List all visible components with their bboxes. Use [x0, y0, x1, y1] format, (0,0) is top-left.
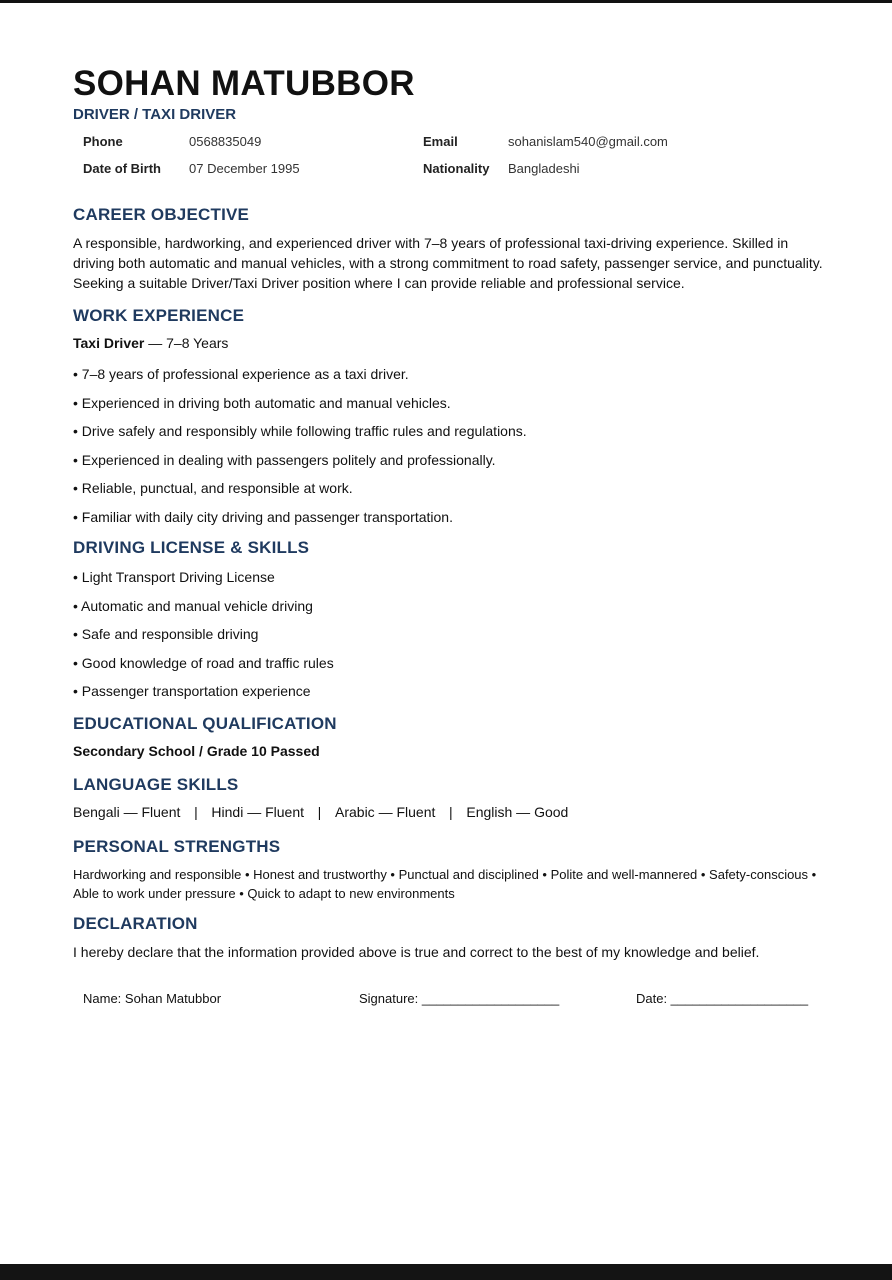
license-skills-heading: DRIVING LICENSE & SKILLS — [73, 538, 310, 557]
date-line: Date: ___________________ — [636, 991, 809, 1006]
contact-info — [83, 134, 823, 188]
email-value: sohanislam540@gmail.com — [508, 134, 668, 149]
contact-row — [83, 134, 823, 161]
declaration-heading: DECLARATION — [73, 914, 198, 933]
list-item: • Familiar with daily city driving and passenger transportation. — [73, 508, 453, 525]
language-separator: | — [194, 804, 198, 820]
list-item: • Good knowledge of road and traffic rules — [73, 654, 334, 671]
list-item: • Automatic and manual vehicle driving — [73, 597, 313, 614]
list-item: • 7–8 years of professional experience as a taxi driver. — [73, 366, 409, 382]
phone-value: 0568835049 — [189, 134, 262, 149]
language-item: Arabic — Fluent — [335, 804, 436, 820]
nationality-value: Bangladeshi — [508, 161, 580, 176]
language-item: English — Good — [466, 804, 569, 820]
language-item: Hindi — Fluent — [211, 804, 304, 820]
job-line — [73, 335, 228, 351]
list-item: • Reliable, punctual, and responsible at work. — [73, 480, 353, 497]
contact-row — [83, 161, 823, 188]
license-skills-list — [73, 567, 334, 710]
language-separator: | — [317, 804, 322, 820]
education-text: Secondary School / Grade 10 Passed — [73, 743, 320, 759]
candidate-name: SOHAN MATUBBOR — [73, 64, 415, 103]
list-item: • Drive safely and responsibly while following traffic rules and regulations. — [73, 423, 527, 440]
signature-line: Signature: ___________________ — [359, 991, 560, 1006]
personal-strengths-heading: PERSONAL STRENGTHS — [73, 837, 281, 856]
work-experience-list — [73, 364, 527, 536]
dob-value: 07 December 1995 — [189, 161, 300, 176]
candidate-role: DRIVER / TAXI DRIVER — [73, 106, 237, 123]
list-item: • Light Transport Driving License — [73, 569, 275, 585]
nationality-label: Nationality — [423, 161, 490, 176]
email-label: Email — [423, 134, 458, 149]
job-duration: — 7–8 Years — [144, 335, 229, 351]
declaration-text: I hereby declare that the information provided above is true and correct to the best of my knowledge and belief. — [73, 944, 760, 960]
career-objective-text: A responsible, hardworking, and experienced driver with 7–8 years of professional taxi-driving experience. Skilled in driving both automatic and manual vehicles, with a strong commitment to road safety, passenger service, and punctuality. Seeking a suitable Driver/Taxi Driver position where I can provide reliable and professional service. — [73, 235, 823, 291]
education-heading: EDUCATIONAL QUALIFICATION — [73, 714, 337, 733]
top-edge-bar — [0, 0, 892, 3]
list-item: • Experienced in driving both automatic and manual vehicles. — [73, 394, 451, 411]
career-objective-heading: CAREER OBJECTIVE — [73, 205, 250, 224]
list-item: • Safe and responsible driving — [73, 626, 259, 643]
language-skills-heading: LANGUAGE SKILLS — [73, 775, 239, 794]
phone-label: Phone — [83, 134, 123, 149]
language-item: Bengali — Fluent — [73, 804, 181, 820]
list-item: • Passenger transportation experience — [73, 683, 311, 700]
language-list — [73, 804, 568, 820]
language-separator: | — [449, 804, 453, 820]
job-title: Taxi Driver — [73, 335, 145, 351]
personal-strengths-text: Hardworking and responsible • Honest and trustworthy • Punctual and disciplined • Polite and well-mannered • Safety-conscious • Able to work under pressure • Quick to adapt to new environments — [73, 867, 817, 901]
list-item: • Experienced in dealing with passengers politely and professionally. — [73, 451, 496, 468]
bottom-edge-bar — [0, 1264, 892, 1280]
work-experience-heading: WORK EXPERIENCE — [73, 306, 245, 325]
dob-label: Date of Birth — [83, 161, 161, 176]
signoff-name: Name: Sohan Matubbor — [83, 991, 222, 1006]
